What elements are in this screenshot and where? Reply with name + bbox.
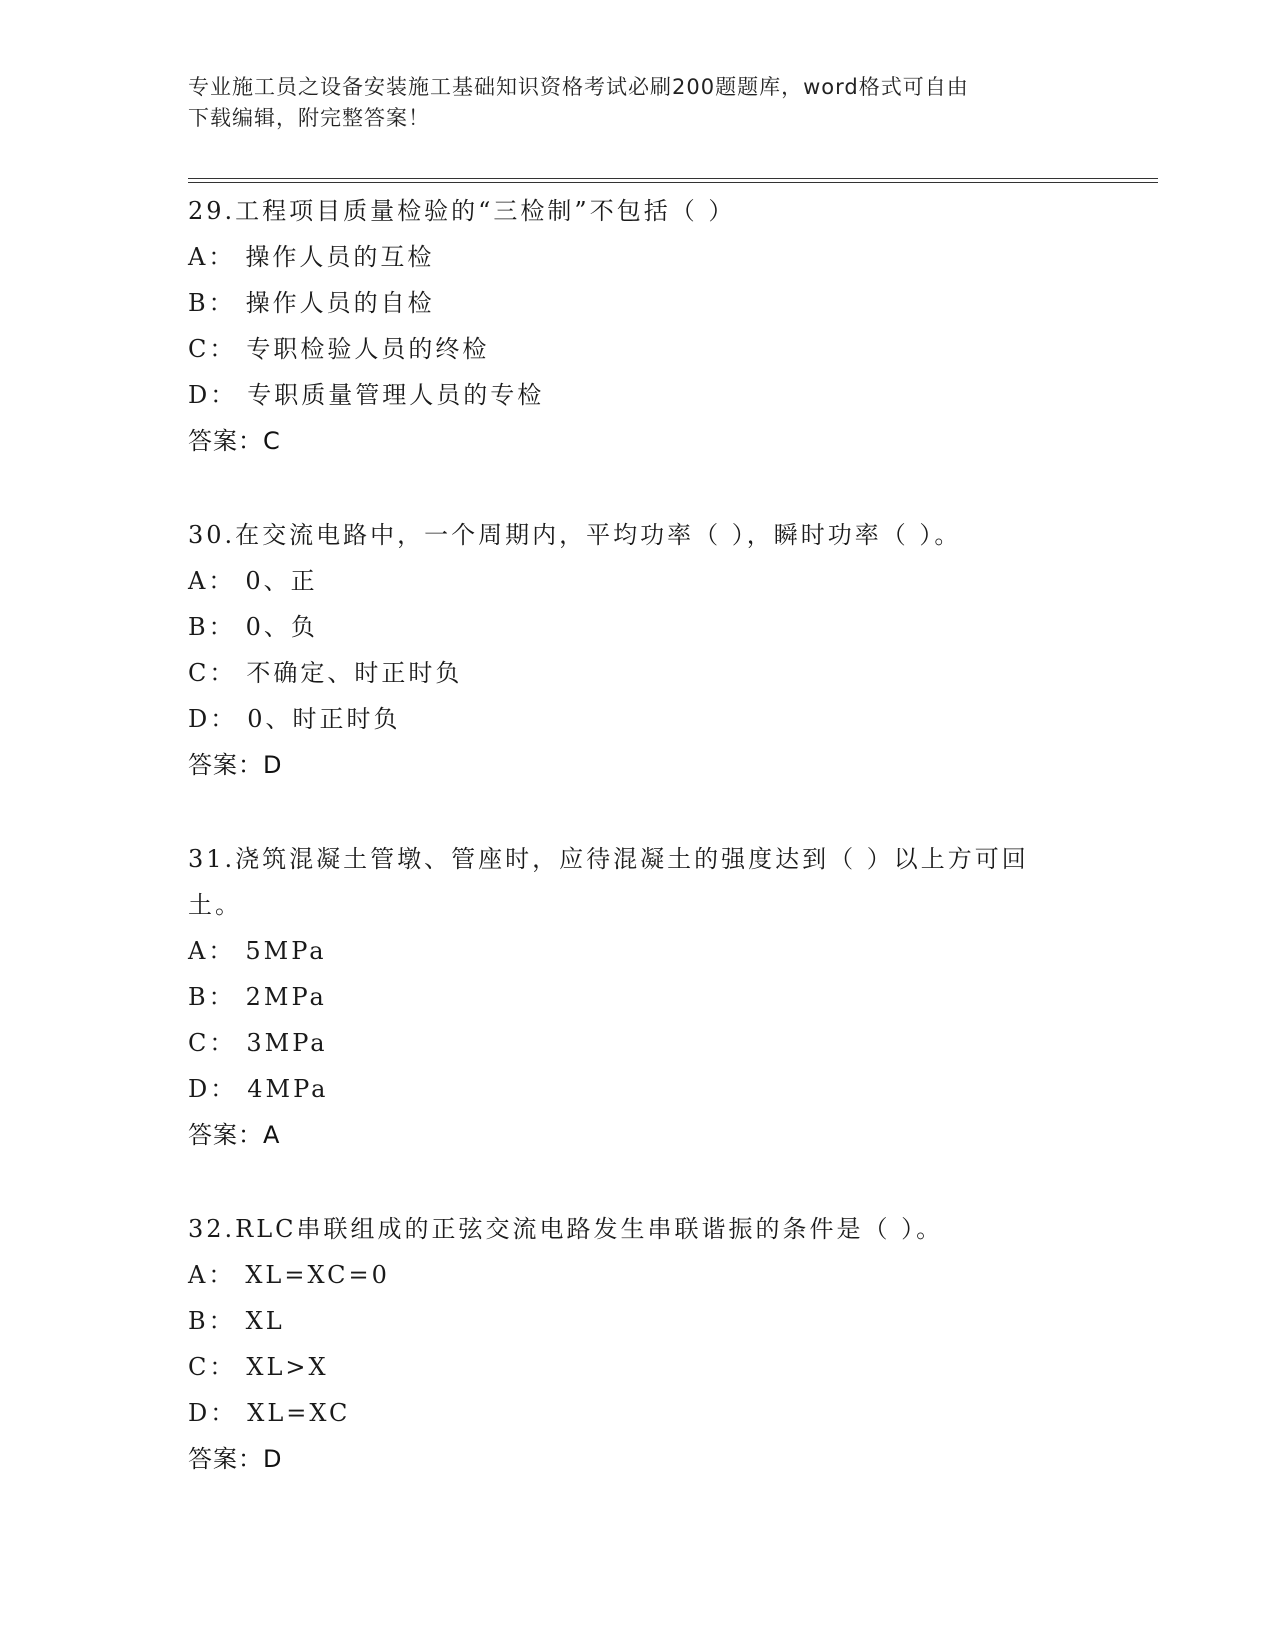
option-text: 4MPa (247, 1075, 329, 1103)
question-stem: 30.在交流电路中，一个周期内，平均功率（ ），瞬时功率（ ）。 (188, 521, 962, 549)
option-a (188, 1252, 1088, 1298)
option-label: A： (188, 937, 236, 965)
option-label: B： (188, 613, 236, 641)
option-label: B： (188, 983, 236, 1011)
answer: 答案：C (188, 427, 281, 455)
option-d (188, 1390, 1088, 1436)
question-29 (188, 188, 1088, 464)
answer: 答案：A (188, 1121, 281, 1149)
option-label: C： (188, 659, 237, 687)
option-label: A： (188, 243, 236, 271)
option-text: XL (245, 1307, 285, 1335)
option-c (188, 1020, 1088, 1066)
option-label: D： (188, 705, 238, 733)
question-stem: 31.浇筑混凝土管墩、管座时，应待混凝土的强度达到（ ）以上方可回土。 (188, 845, 1029, 919)
header-line-1: 专业施工员之设备安装施工基础知识资格考试必刷200题题库，word格式可自由 (188, 75, 969, 99)
option-d (188, 372, 1088, 418)
option-text: 5MPa (245, 937, 327, 965)
option-d (188, 696, 1088, 742)
option-text: XL=XC (247, 1399, 351, 1427)
question-stem: 29.工程项目质量检验的“三检制”不包括（ ） (188, 197, 736, 225)
answer: 答案：D (188, 751, 283, 779)
header-line-2: 下载编辑，附完整答案！ (188, 106, 430, 130)
option-b (188, 604, 1088, 650)
option-label: B： (188, 1307, 236, 1335)
question-30 (188, 512, 1088, 788)
option-label: C： (188, 1029, 237, 1057)
option-label: C： (188, 1353, 237, 1381)
option-text: 专职检验人员的终检 (246, 335, 490, 363)
option-text: 2MPa (245, 983, 327, 1011)
header-divider-bottom (188, 182, 1158, 183)
option-a (188, 928, 1088, 974)
answer: 答案：D (188, 1445, 283, 1473)
option-c (188, 650, 1088, 696)
option-c (188, 1344, 1088, 1390)
option-text: 0、时正时负 (247, 705, 401, 733)
option-text: 专职质量管理人员的专检 (247, 381, 545, 409)
option-label: D： (188, 1399, 238, 1427)
option-label: C： (188, 335, 237, 363)
option-label: A： (188, 567, 236, 595)
option-text: 0、正 (245, 567, 318, 595)
option-b (188, 280, 1088, 326)
option-text: 3MPa (246, 1029, 328, 1057)
option-label: B： (188, 289, 236, 317)
option-a (188, 234, 1088, 280)
option-text: 不确定、时正时负 (246, 659, 463, 687)
option-label: D： (188, 1075, 238, 1103)
option-label: D： (188, 381, 238, 409)
header-divider-top (188, 178, 1158, 179)
option-c (188, 326, 1088, 372)
option-text: 0、负 (245, 613, 318, 641)
option-text: 操作人员的互检 (245, 243, 435, 271)
option-b (188, 1298, 1088, 1344)
option-text: XL>X (246, 1353, 329, 1381)
document-header (188, 72, 1088, 134)
question-list (188, 188, 1088, 1530)
question-31 (188, 836, 1088, 1158)
option-label: A： (188, 1261, 236, 1289)
option-b (188, 974, 1088, 1020)
option-text: 操作人员的自检 (245, 289, 435, 317)
option-a (188, 558, 1088, 604)
question-stem: 32.RLC串联组成的正弦交流电路发生串联谐振的条件是（ ）。 (188, 1215, 944, 1243)
option-text: XL=XC=0 (245, 1261, 390, 1289)
question-32 (188, 1206, 1088, 1482)
option-d (188, 1066, 1088, 1112)
